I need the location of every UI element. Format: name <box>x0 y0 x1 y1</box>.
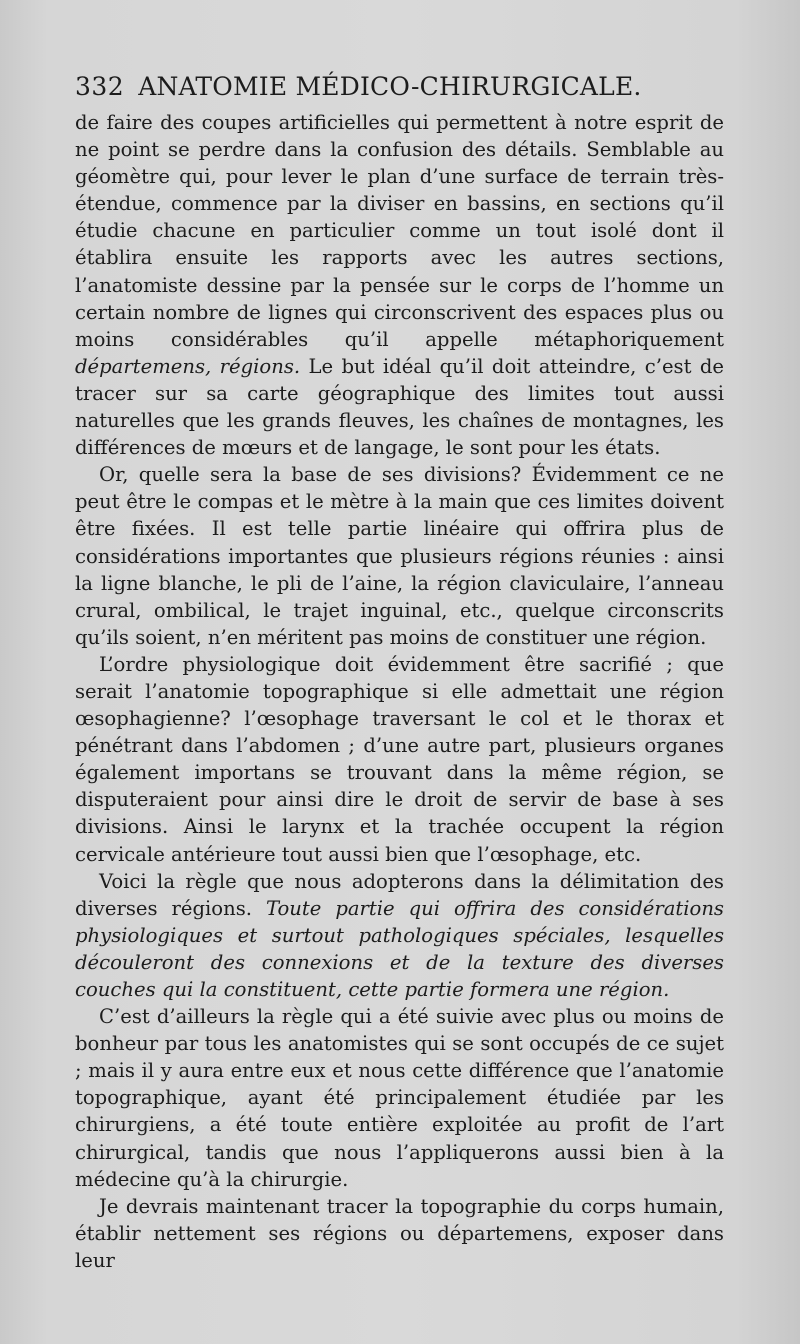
paragraph-3 <box>75 651 724 868</box>
italic-text: Toute partie qui offrira des considérations physiologiques et surtout pathologiques spéciales, lesquelles découleront des connexions et de la texture des diverses couches qui la constituent, cette partie formera une région. <box>75 896 724 1001</box>
paragraph-text-after: Le but idéal qu’il doit atteindre, c’est de tracer sur sa carte géographique des limites tout aussi naturelles que les grands fleuves, les chaînes de montagnes, les différences de mœurs et de langage, le sont pour les états. <box>75 354 724 460</box>
paragraph-5 <box>75 1003 724 1193</box>
page-number: 332 <box>75 72 125 101</box>
page-body <box>75 109 724 1274</box>
paragraph-text: de faire des coupes artificielles qui permettent à notre esprit de ne point se perdre dans la confusion des détails. Semblable au géomètre qui, pour lever le plan d’une surface de terrain très-étendue, commence par la diviser en bassins, en sections qu’il étudie chacune en particulier comme un tout isolé dont il établira ensuite les rapports avec les autres sections, l’anatomiste dessine par la pensée sur le corps de l’homme un certain nombre de lignes qui circonscrivent des espaces plus ou moins considérables qu’il appelle métaphoriquement <box>75 111 724 351</box>
paragraph-text: Je devrais maintenant tracer la topographie du corps humain, établir nettement ses régions ou départemens, exposer dans leur <box>75 1194 724 1272</box>
page-header <box>75 72 724 101</box>
paragraph-4 <box>75 868 724 1003</box>
running-title: ANATOMIE MÉDICO-CHIRURGICALE. <box>138 72 642 101</box>
paragraph-2 <box>75 461 724 651</box>
italic-text: départemens, régions. <box>75 354 301 378</box>
paragraph-text: Or, quelle sera la base de ses divisions? Évidemment ce ne peut être le compas et le mètre à la main que ces limites doivent être fixées. Il est telle partie linéaire qui offrira plus de considérations importantes que plusieurs régions réunies : ainsi la ligne blanche, le pli de l’aine, la région claviculaire, l’anneau crural, ombilical, le trajet inguinal, etc., quelque circonscrits qu’ils soient, n’en méritent pas moins de constituer une région. <box>75 463 724 649</box>
paragraph-1 <box>75 109 724 461</box>
paragraph-text: Voici la règle que nous adopterons dans la délimitation des diverses régions. <box>75 869 724 920</box>
paragraph-text: L’ordre physiologique doit évidemment être sacrifié ; que serait l’anatomie topographique si elle admettait une région œsophagienne? l’œsophage traversant le col et le thorax et pénétrant dans l’abdomen ; d’une autre part, plusieurs organes également importans se trouvant dans la même région, se disputeraient pour ainsi dire le droit de servir de base à ses divisions. Ainsi le larynx et la trachée occupent la région cervicale antérieure tout aussi bien que l’œsophage, etc. <box>75 652 724 866</box>
paragraph-6 <box>75 1193 724 1274</box>
paragraph-text: C’est d’ailleurs la règle qui a été suivie avec plus ou moins de bonheur par tous les anatomistes qui se sont occupés de ce sujet ; mais il y aura entre eux et nous cette différence que l’anatomie topographique, ayant été principalement étudiée par les chirurgiens, a été toute entière exploitée au profit de l’art chirurgical, tandis que nous l’appliquerons aussi bien à la médecine qu’à la chirurgie. <box>75 1005 724 1191</box>
